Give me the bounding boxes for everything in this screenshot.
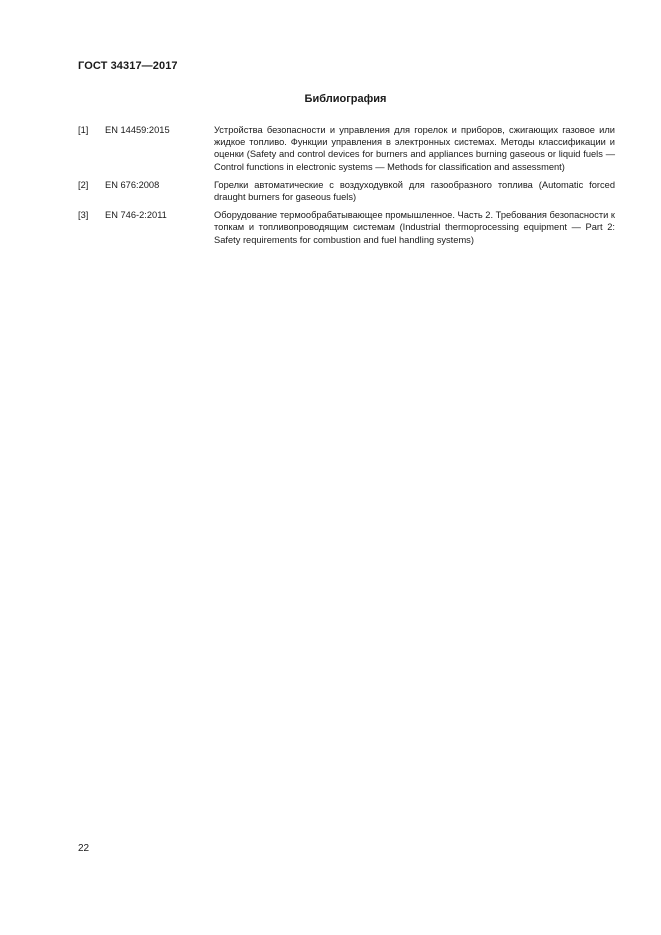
entry-title: Устройства безопасности и управления для горелок и приборов, сжигающих газовое или жидкое топливо. Функции управления в электронных системах. Методы классификации и оценки (Safety and control devices for burners and appliances burning gaseous or liquid fuels — Control functions in electronic systems — Methods for classification and assessment) — [214, 125, 615, 172]
entry-title: Оборудование термообрабатывающее промышленное. Часть 2. Требования безопасности к топкам и топливопроводящим системам (Industrial thermoprocessing equipment — Part 2: Safety requirements for combustion and fuel handling systems) — [214, 210, 615, 245]
entry-number: [1] — [78, 125, 89, 135]
entry-number: [3] — [78, 210, 89, 221]
entry-standard-code: EN 14459:2015 — [105, 125, 170, 135]
bibliography-list — [78, 124, 615, 252]
bibliography-title: Библиография — [304, 93, 387, 105]
bibliography-entry — [78, 124, 615, 173]
entry-number: [2] — [78, 179, 89, 190]
entry-standard-code: EN 676:2008 — [105, 179, 160, 190]
bibliography-entry — [78, 209, 615, 246]
bibliography-entry — [78, 179, 615, 203]
document-standard-header: ГОСТ 34317—2017 — [78, 60, 178, 72]
page-number: 22 — [78, 843, 90, 854]
entry-title: Горелки автоматические с воздуходувкой для газообразного топлива (Automatic forced draught burners for gaseous fuels) — [214, 179, 615, 203]
entry-standard-code: EN 746-2:2011 — [105, 210, 167, 221]
